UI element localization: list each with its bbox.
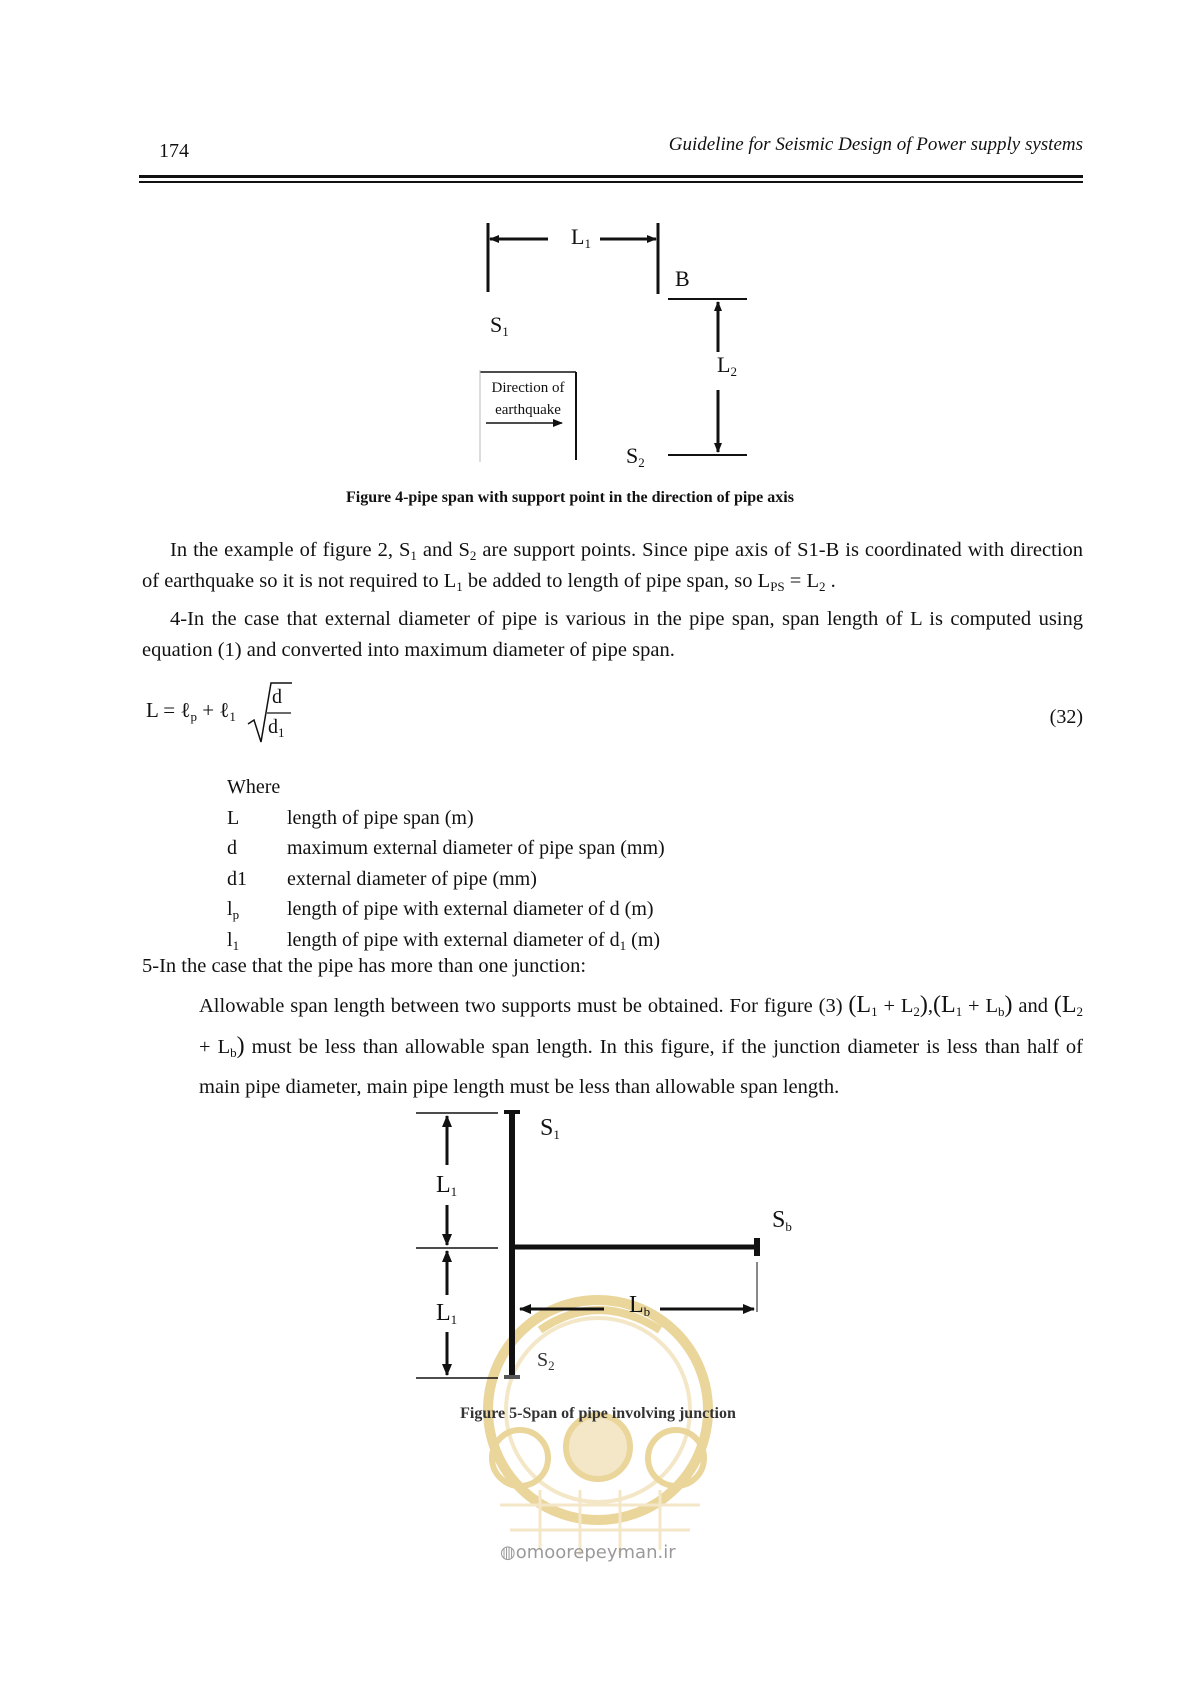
running-title: Guideline for Seismic Design of Power supply systems <box>668 134 1083 155</box>
page-number: 174 <box>159 140 189 162</box>
fig4-label-s2: $S_2$ <box>626 443 645 470</box>
fig4-direction-label: Direction of earthquake <box>491 380 565 418</box>
figure-5-caption: Figure 5-Span of pipe involving junction <box>460 1405 736 1422</box>
fig4-label-s1: $S_1$ <box>490 312 509 339</box>
fig5-label-l1-lower: $L_1$ <box>436 1300 458 1327</box>
fig4-label-b: B <box>675 266 690 291</box>
fig4-label-l1: $L_1$ <box>571 224 591 251</box>
figure-4-caption: Figure 4-pipe span with support point in the direction of pipe axis <box>346 489 794 506</box>
fig5-label-l1-upper: $L_1$ <box>436 1172 458 1199</box>
definition-row: d1 external diameter of pipe (mm) <box>227 867 537 890</box>
fig5-label-s2: $S_2$ <box>537 1349 555 1373</box>
fig4-label-l2: $L_2$ <box>717 352 737 379</box>
paragraph-case-5: Allowable span length between two supports must be obtained. For figure (3) $(L_1 + L_2),(L_1 + L_b)$ and $(L_2 + L_b)$ must be less than allowable span length. In this figure, if the junction diameter is less than half of main pipe diameter, main pipe length must be less than allowable span length. <box>199 992 1084 1098</box>
definition-row: $l_p$ length of pipe with external diameter of d (m) <box>227 898 654 922</box>
equation-denominator: $d_1$ <box>268 716 285 740</box>
paragraph-case-4: 4-In the case that external diameter of pipe is various in the pipe span, span length of L is computed using equation (1) and converted into maximum diameter of pipe span. <box>142 608 1083 661</box>
fig5-label-lb: $L_b$ <box>629 1292 651 1319</box>
equation-32: L = ℓ$_p$ + ℓ$_1$ <box>146 698 236 724</box>
equation-number: (32) <box>1049 706 1083 728</box>
fig5-label-s1: $S_1$ <box>540 1115 560 1142</box>
paragraph-example: In the example of figure 2, $S_1$ and $S_2$ are support points. Since pipe axis of S1-B is coordinated with direction of earthquake so it is not required to $L_1$ be added to length of pipe span, so $L_{PS} = L_2$ . <box>142 539 1084 594</box>
definitions-where: Where <box>227 776 281 798</box>
paragraph-case-5-heading: 5-In the case that the pipe has more than one junction: <box>142 955 587 977</box>
definition-row: $l_1$ length of pipe with external diameter of $d_1$ (m) <box>227 928 661 953</box>
equation-numerator: d <box>272 686 282 708</box>
definition-row: L length of pipe span (m) <box>227 806 474 829</box>
watermark-site: ◍omoorepeyman.ir <box>500 1542 676 1563</box>
globe-icon: ◍ <box>500 1542 516 1563</box>
definition-row: d maximum external diameter of pipe span (mm) <box>227 837 665 859</box>
fig5-label-sb: $S_b$ <box>772 1207 792 1234</box>
